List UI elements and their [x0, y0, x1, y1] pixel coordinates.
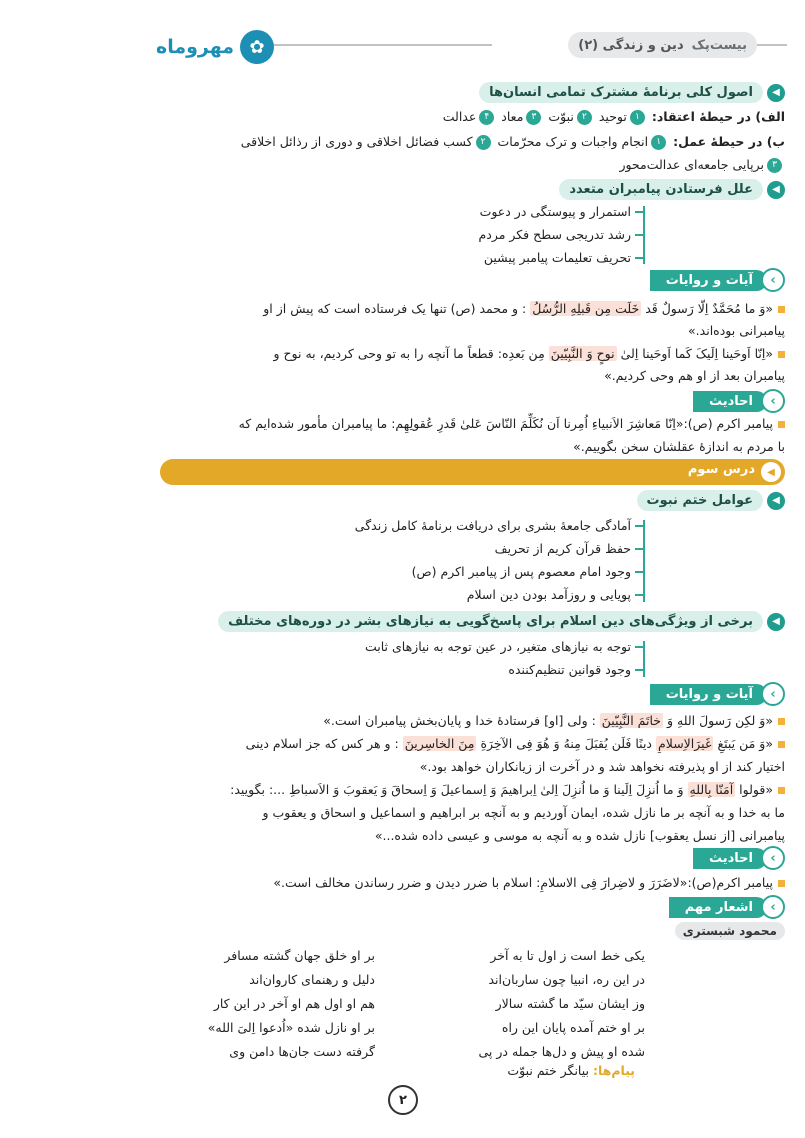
book-brand: بیست‌پک — [691, 37, 747, 53]
chevron-icon: › — [761, 682, 785, 706]
lesson-title: درس سوم — [687, 462, 755, 477]
poem-message — [507, 1063, 635, 1078]
bullet-icon — [778, 880, 785, 887]
verse-translation: اختیار کند از او پذیرفته نخواهد شد و در آخرت از زیانکاران خواهد بود.» — [419, 759, 785, 774]
hadith-text: پیامبر اکرم(ص):«لاضَرَرَ و لاضِرارَ فِی الاسلامِ: اسلام با ضرر دیدن و ضرر رساندن مخالف است.» — [273, 875, 773, 890]
verse-line — [20, 802, 785, 824]
verse-translation: ما به خدا و به آنچه بر ما نازل شده، ایمان آوردیم و به آنچه بر ابراهیم و اسماعیل و اسحاق و یعقوب و — [262, 805, 785, 820]
logo-text: مهروماه — [156, 36, 235, 58]
poem-row — [185, 1016, 645, 1040]
hadith-heading — [693, 389, 785, 413]
hadith-line — [20, 872, 785, 894]
poet-name: محمود شبستری — [675, 922, 785, 940]
verse-translation: : ولی [او] فرستادۀ خدا و پایان‌بخش پیامبران است.» — [323, 713, 596, 728]
num-badge: ۲ — [577, 110, 592, 125]
book-title-pill — [568, 32, 757, 58]
section-title: اصول کلی برنامۀ مشترک تمامی انسان‌ها — [479, 82, 763, 103]
hadith-text: پیامبر اکرم (ص):«اِنّا مَعاشِرَ الاَنبیاءِ اُمِرنا اَن نُکَلِّمَ النّاسَ عَلیٰ قَدرِ عُقولِهِم: ما پیامبران مأمور شده‌ایم که — [238, 416, 773, 431]
verse-line — [20, 733, 785, 755]
hemistich: بر او ختم آمده پایان این راه — [501, 1020, 645, 1035]
section-title: علل فرستادن پیامبران متعدد — [559, 179, 763, 200]
hemistich: وز ایشان سیّد ما گشته سالار — [495, 996, 645, 1011]
verse-line — [20, 756, 785, 778]
verse-translation: : و محمد (ص) تنها یک فرستاده است که پیش از او — [263, 301, 527, 316]
tree-item: توجه به نیازهای متغیر، در عین توجه به نیازهای ثابت — [365, 635, 645, 658]
verse-line — [20, 779, 785, 801]
verse-text: «قولوا — [739, 782, 773, 797]
publisher-logo — [156, 30, 274, 64]
num-badge: ۳ — [767, 158, 782, 173]
verse-highlight: مِنَ الخاسِرینَ — [404, 736, 475, 751]
verse-line — [20, 365, 785, 387]
verse-translation: پیامبران بعد از او هم وحی کردیم.» — [604, 368, 785, 383]
hadith-text: با مردم به اندازۀ عقلشان سخن بگوییم.» — [573, 439, 785, 454]
hadith-line — [20, 436, 785, 458]
bullet-icon — [778, 718, 785, 725]
reasons-tree — [479, 200, 645, 269]
verse-line — [20, 710, 785, 732]
verse-line — [20, 825, 785, 847]
poem-row — [185, 944, 645, 968]
page-number: ۲ — [388, 1085, 418, 1115]
poem-row — [185, 968, 645, 992]
bullet-icon — [778, 306, 785, 313]
section-title: عوامل ختم نبوت — [637, 490, 763, 511]
action-item: کسب فضائل اخلاقی و دوری از رذائل اخلاقی — [240, 134, 473, 149]
hadith-line — [20, 413, 785, 435]
butterfly-icon: ✿ — [240, 30, 274, 64]
num-badge: ۱ — [651, 135, 666, 150]
section-finality-heading — [637, 490, 785, 511]
tree-item: رشد تدریجی سطح فکر مردم — [479, 223, 645, 246]
header-rule-right — [757, 44, 787, 46]
verse-text: «وَ مَن یَبتَغِ — [717, 736, 773, 751]
section-reasons-heading — [559, 179, 785, 200]
hemistich: در این ره، انبیا چون ساربان‌اند — [488, 972, 645, 987]
play-icon: ◀ — [767, 181, 785, 199]
play-icon: ◀ — [767, 613, 785, 631]
verse-translation: پیامبرانی [از نسل یعقوب] نازل شده و به آنچه به موسی و عیسی داده شده...» — [374, 828, 785, 843]
action-label: ب) در حیطۀ عمل: — [673, 134, 785, 149]
chevron-icon: › — [761, 846, 785, 870]
verses-heading — [650, 268, 785, 292]
verse-translation: پیامبرانی بوده‌اند.» — [688, 323, 785, 338]
hadith-label: احادیث — [693, 391, 767, 412]
hemistich: بر او خلق جهان گشته مسافر — [224, 948, 375, 963]
num-badge: ۱ — [630, 110, 645, 125]
belief-item: معاد — [501, 109, 524, 124]
tree-item: پویایی و روزآمد بودن دین اسلام — [355, 583, 645, 606]
verse-line — [20, 298, 785, 320]
section-features-heading — [218, 611, 785, 632]
verse-highlight: غَیرَالاِسلامِ — [658, 736, 712, 751]
belief-label: الف) در حیطۀ اعتقاد: — [651, 109, 785, 124]
hemistich: بر او نازل شده «اُدعوا اِلیَ الله» — [207, 1020, 375, 1035]
verse-text: «وَ لکِن رَسولَ اللهِ وَ — [666, 713, 773, 728]
num-badge: ۳ — [526, 110, 541, 125]
section-title: برخی از ویژگی‌های دین اسلام برای پاسخ‌گویی به نیازهای بشر در دوره‌های مختلف — [218, 611, 763, 632]
belief-item: عدالت — [442, 109, 477, 124]
hemistich: شده او پیش و دل‌ها جمله در پی — [478, 1044, 645, 1059]
header-rule — [262, 44, 492, 46]
bullet-icon — [778, 421, 785, 428]
belief-item: توحید — [598, 109, 627, 124]
hadith-label: احادیث — [693, 848, 767, 869]
verse-highlight: خَلَت مِن قَبلِهِ الرُّسُلُ — [532, 301, 640, 316]
message-label: پیام‌ها: — [592, 1063, 635, 1078]
verse-text: وَ ما اُنزِلَ اِلَینا وَ ما اُنزِلَ اِلیٰ اِبراهیمَ وَ اِسماعیلَ وَ اِسحاقَ وَ یَعقوبَ وَ الاَسباطِ ...: بگویید: — [230, 782, 684, 797]
chevron-icon: › — [761, 389, 785, 413]
tree-item: تحریف تعلیمات پیامبر پیشین — [479, 246, 645, 269]
chevron-icon: › — [761, 895, 785, 919]
tree-item: استمرار و پیوستگی در دعوت — [479, 200, 645, 223]
verse-translation: : و هر کس که جز اسلام دینی — [245, 736, 399, 751]
num-badge: ۴ — [479, 110, 494, 125]
play-icon: ◀ — [767, 492, 785, 510]
play-icon: ◀ — [761, 462, 781, 482]
tree-item: وجود امام معصوم پس از پیامبر اکرم (ص) — [355, 560, 645, 583]
chevron-icon: › — [761, 268, 785, 292]
poetry-label: اشعار مهم — [669, 897, 767, 918]
bullet-icon — [778, 351, 785, 358]
finality-tree — [355, 514, 645, 606]
verse-text: دینًا فَلَن یُقبَلَ مِنهُ وَ هُوَ فِی الآخِرَةِ — [480, 736, 653, 751]
belief-item: نبوّت — [548, 109, 574, 124]
poem-row — [185, 1040, 645, 1064]
poem-block — [185, 944, 645, 1064]
action-line — [20, 131, 785, 153]
verse-highlight: نوحٍ وَ النَّبِیّینَ — [550, 346, 615, 361]
num-badge: ۲ — [476, 135, 491, 150]
hadith-heading-2 — [693, 846, 785, 870]
verse-translation: مِن بَعدِه: قطعاً ما آنچه را به تو وحی کردیم، به نوح و — [273, 346, 545, 361]
lesson-banner — [160, 459, 785, 485]
belief-line — [20, 106, 785, 128]
page-header — [0, 26, 805, 66]
book-title: دین و زندگی (۲) — [578, 37, 684, 53]
action-item: انجام واجبات و ترک محرّمات — [497, 134, 649, 149]
verse-text: «وَ ما مُحَمَّدٌ اِلّا رَسولٌ قَد — [645, 301, 773, 316]
message-text: بیانگر ختم نبوّت — [507, 1063, 589, 1078]
verses-label: آیات و روایات — [650, 270, 767, 291]
poetry-heading — [669, 895, 785, 919]
verse-text: «اِنّا اَوحَینا اِلَیکَ کَما اَوحَینا اِلیٰ — [620, 346, 773, 361]
verse-highlight: آمَنّا بِاللهِ — [689, 782, 734, 797]
hemistich: هم او اول هم او آخر در این کار — [213, 996, 375, 1011]
tree-item: حفظ قرآن کریم از تحریف — [355, 537, 645, 560]
action-line-2 — [20, 154, 785, 176]
bullet-icon — [778, 741, 785, 748]
hemistich: گرفته دست جان‌ها دامن وی — [229, 1044, 375, 1059]
section-principles-heading — [479, 82, 785, 103]
bullet-icon — [778, 787, 785, 794]
features-tree — [365, 635, 645, 681]
play-icon: ◀ — [767, 84, 785, 102]
tree-item: آمادگی جامعۀ بشری برای دریافت برنامۀ کامل زندگی — [355, 514, 645, 537]
verses-label: آیات و روایات — [650, 684, 767, 705]
poem-row — [185, 992, 645, 1016]
verse-line — [20, 320, 785, 342]
verse-highlight: خاتَمَ النَّبِیّینَ — [601, 713, 661, 728]
action-item: برپایی جامعه‌ای عدالت‌محور — [619, 157, 764, 172]
hemistich: یکی خط است ز اول تا به آخر — [490, 948, 645, 963]
verse-line — [20, 343, 785, 365]
tree-item: وجود قوانین تنظیم‌کننده — [365, 658, 645, 681]
verses-heading-2 — [650, 682, 785, 706]
hemistich: دلیل و رهنمای کاروان‌اند — [249, 972, 375, 987]
